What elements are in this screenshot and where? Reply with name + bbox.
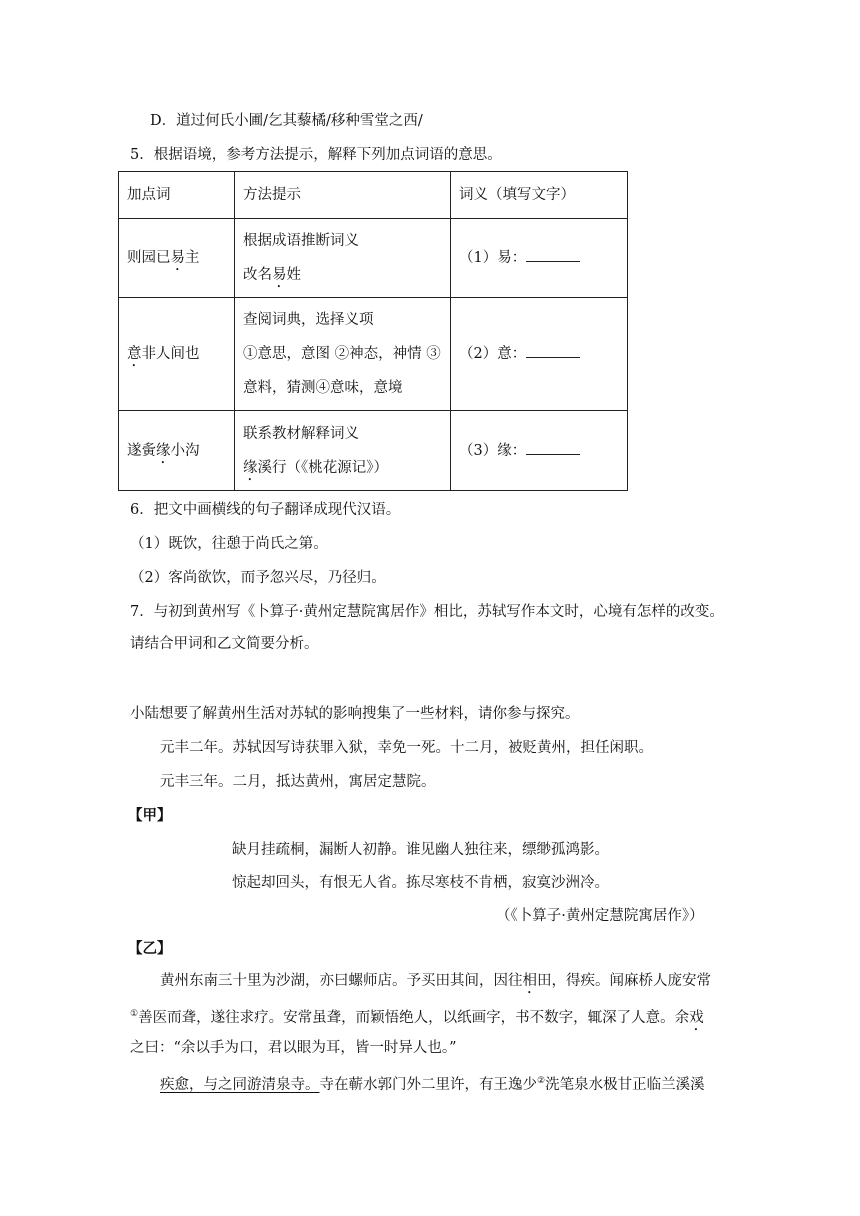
- row3-answer[interactable]: （3）缘：: [451, 411, 628, 491]
- row3-hint: 联系教材解释词义 缘溪行（《桃花源记》）: [235, 411, 451, 491]
- year-yuanfeng-2: 元丰二年。苏轼因写诗获罪入狱，幸免一死。十二月，被贬黄州，担任闲职。: [160, 740, 653, 756]
- question-7-line2: 请结合甲词和乙文简要分析。: [130, 636, 319, 652]
- poem-line-2: 惊起却回头，有恨无人省。拣尽寒枝不肯栖，寂寞沙洲冷。: [232, 875, 609, 891]
- answer-blank: [526, 440, 580, 455]
- header-hint: 方法提示: [235, 172, 451, 219]
- poem-source: （《卜算子·黄州定慧院寓居作》）: [496, 908, 704, 924]
- answer-blank: [526, 247, 580, 262]
- underlined-sentence: 疾愈，与之同游清泉寺。: [160, 1076, 320, 1093]
- prose-line-1: 黄州东南三十里为沙湖，亦曰螺师店。予买田其间，因往相田，得疾。闻麻桥人庞安常: [160, 973, 711, 989]
- header-word: 加点词: [119, 172, 235, 219]
- row2-word: 意非人间也: [119, 298, 235, 411]
- footnote-marker: ②: [537, 1076, 546, 1086]
- prose-line-2: ①善医而聋，遂往求疗。安常虽聋，而颖悟绝人，以纸画字，书不数字，辄深了人意。余戏: [130, 1009, 704, 1026]
- answer-blank: [526, 343, 580, 358]
- label-yi: 【乙】: [128, 940, 172, 957]
- header-meaning: 词义（填写文字）: [451, 172, 628, 219]
- poem-line-1: 缺月挂疏桐，漏断人初静。谁见幽人独往来，缥缈孤鸿影。: [232, 842, 609, 858]
- question-6-2: （2）客尚欲饮，而予忽兴尽，乃径归。: [130, 570, 386, 586]
- material-intro: 小陆想要了解黄州生活对苏轼的影响搜集了一些材料，请你参与探究。: [130, 706, 580, 722]
- row3-word: 遂夤缘小沟: [119, 411, 235, 491]
- vocab-table: [118, 171, 628, 491]
- option-d: D．道过何氏小圃/乞其藜橘/移种雪堂之西/: [150, 113, 423, 129]
- row2-hint: 查阅词典，选择义项 ①意思，意图 ②神态，神情 ③ 意料，猜测④意味，意境: [235, 298, 451, 411]
- prose-line-3: 之曰：“余以手为口，君以眼为耳，皆一时异人也。”: [130, 1040, 457, 1056]
- label-jia: 【甲】: [128, 807, 172, 824]
- row2-answer[interactable]: （2）意：: [451, 298, 628, 411]
- prose-line-4: 疾愈，与之同游清泉寺。寺在蕲水郭门外二里许，有王逸少②洗笔泉水极甘正临兰溪溪: [160, 1076, 705, 1093]
- question-6-1: （1）既饮，往憩于尚氏之第。: [130, 536, 328, 552]
- footnote-marker: ①: [130, 1009, 139, 1019]
- question-5: 5．根据语境，参考方法提示，解释下列加点词语的意思。: [130, 147, 502, 163]
- row1-word: 则园已易主: [119, 219, 235, 298]
- row1-answer[interactable]: （1）易：: [451, 219, 628, 298]
- row1-hint: 根据成语推断词义 改名易姓: [235, 219, 451, 298]
- question-7-line1: 7．与初到黄州写《卜算子·黄州定慧院寓居作》相比，苏轼写作本文时，心境有怎样的改变。: [130, 604, 724, 620]
- question-6: 6．把文中画横线的句子翻译成现代汉语。: [130, 502, 401, 518]
- year-yuanfeng-3: 元丰三年。二月，抵达黄州，寓居定慧院。: [160, 774, 436, 790]
